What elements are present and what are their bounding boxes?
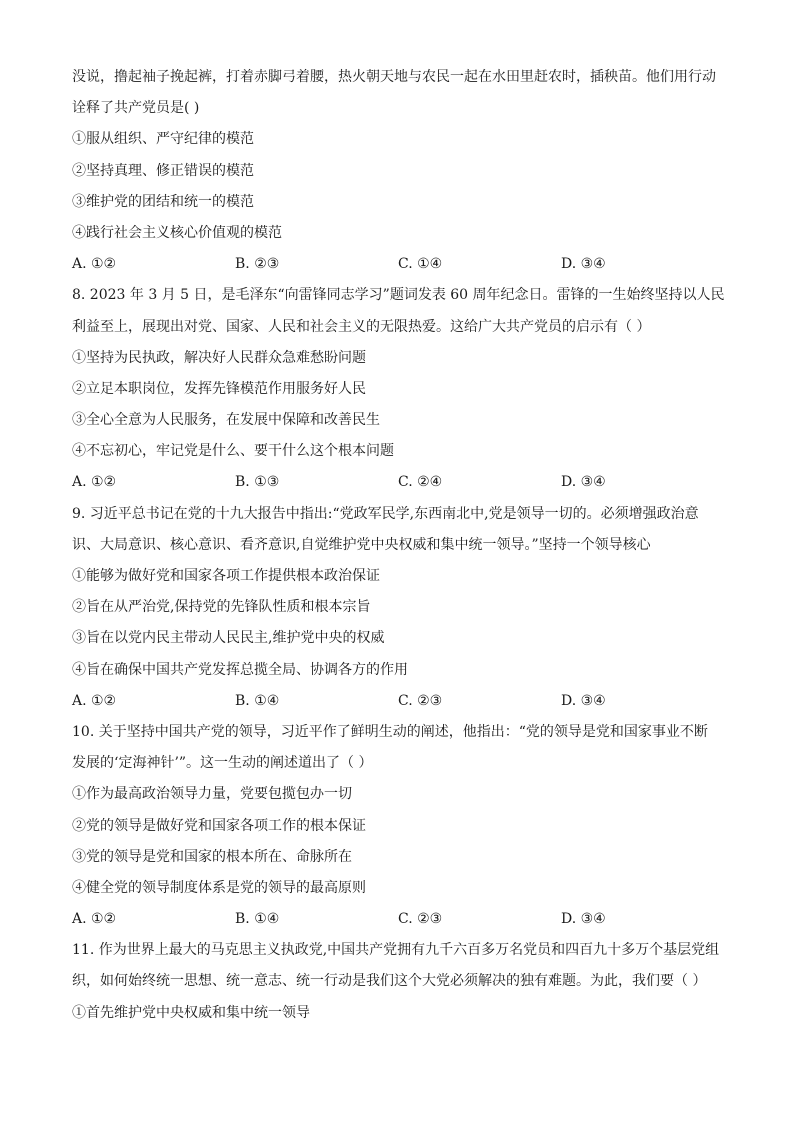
question-7 — [72, 62, 732, 280]
answer-options — [72, 467, 732, 498]
option-d: D. ③④ — [561, 692, 606, 709]
option-d: D. ③④ — [561, 256, 606, 273]
statement-item: ③党的领导是党和国家的根本所在、命脉所在 — [72, 848, 352, 865]
question-stem-line: 诠释了共产党员是( ) — [72, 100, 200, 117]
option-d: D. ③④ — [561, 911, 606, 928]
option-d: D. ③④ — [561, 474, 606, 491]
question-stem-line: 织，如何始终统一思想、统一意志、统一行动是我们这个大党必须解决的独有难题。为此，我们要（ ） — [72, 973, 707, 990]
question-stem-line: 10. 关于坚持中国共产党的领导，习近平作了鲜明生动的阐述，他指出：“党的领导是党和国家事业不断 — [72, 723, 708, 740]
statement-item: ②立足本职岗位，发挥先锋模范作用服务好人民 — [72, 380, 366, 397]
question-stem-line: 9. 习近平总书记在党的十九大报告中指出:“党政军民学,东西南北中,党是领导一切的。必须增强政治意 — [72, 505, 699, 522]
statement-item: ①服从组织、严守纪律的模范 — [72, 131, 254, 148]
option-c: C. ①④ — [398, 256, 443, 273]
answer-options — [72, 249, 732, 280]
option-a: A. ①② — [72, 692, 117, 709]
question-stem-line: 11. 作为世界上最大的马克思主义执政党,中国共产党拥有九千六百多万名党员和四百九十多万个基层党组 — [72, 942, 720, 959]
answer-options — [72, 686, 732, 717]
question-8 — [72, 280, 732, 498]
question-stem-line: 识、大局意识、核心意识、看齐意识,自觉维护党中央权威和集中统一领导。”坚持一个领导核心 — [72, 536, 651, 553]
option-c: C. ②③ — [398, 692, 443, 709]
statement-item: ②坚持真理、修正错误的模范 — [72, 162, 254, 179]
statement-item: ④践行社会主义核心价值观的模范 — [72, 224, 282, 241]
statement-item: ④不忘初心，牢记党是什么、要干什么这个根本问题 — [72, 443, 394, 460]
exam-page — [72, 62, 732, 1029]
question-10 — [72, 717, 732, 935]
option-b: B. ①④ — [235, 911, 280, 928]
option-a: A. ①② — [72, 256, 117, 273]
option-b: B. ①④ — [235, 692, 280, 709]
question-stem-line: 利益至上，展现出对党、国家、人民和社会主义的无限热爱。这给广大共产党员的启示有（ ） — [72, 318, 651, 335]
option-a: A. ①② — [72, 911, 117, 928]
statement-item: ②党的领导是做好党和国家各项工作的根本保证 — [72, 817, 366, 834]
statement-item: ③维护党的团结和统一的模范 — [72, 193, 254, 210]
option-c: C. ②④ — [398, 474, 443, 491]
statement-item: ①作为最高政治领导力量，党要包揽包办一切 — [72, 786, 352, 803]
statement-item: ②旨在从严治党,保持党的先锋队性质和根本宗旨 — [72, 599, 371, 616]
question-stem-line: 没说，撸起袖子挽起裤，打着赤脚弓着腰，热火朝天地与农民一起在水田里赶农时，插秧苗。他们用行动 — [72, 69, 716, 85]
statement-item: ④旨在确保中国共产党发挥总揽全局、协调各方的作用 — [72, 661, 408, 678]
option-b: B. ②③ — [235, 256, 280, 273]
answer-options — [72, 904, 732, 935]
statement-item: ①坚持为民执政，解决好人民群众急难愁盼问题 — [72, 349, 366, 366]
question-9 — [72, 499, 732, 717]
option-c: C. ②③ — [398, 911, 443, 928]
question-11 — [72, 935, 732, 1029]
question-stem-line: 8. 2023 年 3 月 5 日，是毛泽东“向雷锋同志学习”题词发表 60 周年纪念日。雷锋的一生始终坚持以人民 — [72, 287, 725, 304]
option-a: A. ①② — [72, 474, 117, 491]
statement-item: ④健全党的领导制度体系是党的领导的最高原则 — [72, 879, 366, 896]
question-stem-line: 发展的‘定海神针’”。这一生动的阐述道出了（ ） — [72, 755, 373, 772]
statement-item: ①能够为做好党和国家各项工作提供根本政治保证 — [72, 568, 380, 584]
statement-item: ③全心全意为人民服务，在发展中保障和改善民生 — [72, 412, 380, 429]
option-b: B. ①③ — [235, 474, 280, 491]
statement-item: ③旨在以党内民主带动人民民主,维护党中央的权威 — [72, 630, 385, 647]
statement-item: ①首先维护党中央权威和集中统一领导 — [72, 1004, 310, 1021]
